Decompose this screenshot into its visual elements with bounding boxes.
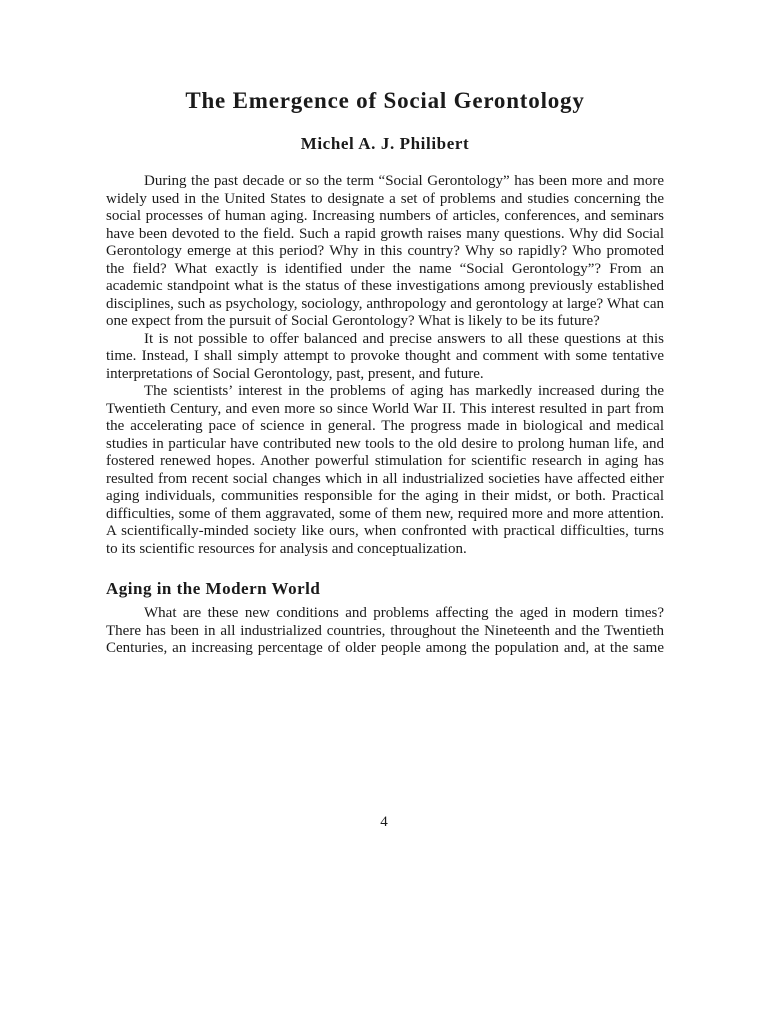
article-author: Michel A. J. Philibert <box>300 134 470 153</box>
article-title: The Emergence of Social Gerontology <box>185 88 585 113</box>
article-page <box>106 84 664 658</box>
article-body <box>106 173 664 658</box>
section-paragraph-1: What are these new conditions and problems affecting the aged in modern times? There has been in all industrialized countries, throughout the Nineteenth and the Twentieth Centuries, an increasing percentage of older people among the population and, at the same <box>106 605 664 656</box>
body-paragraph-1: During the past decade or so the term “Social Gerontology” has been more and more widely used in the United States to designate a set of problems and studies concerning the social processes of human aging. Increasing numbers of articles, conferences, and seminars have been devoted to the field. Such a rapid growth raises many questions. Why did Social Gerontology emerge at this period? Why in this country? Why so rapidly? Who promoted the field? What exactly is identified under the name “Social Gerontology”? From an academic standpoint what is the status of these investigations among previously established disciplines, such as psychology, sociology, anthropology and gerontology at large? What can one expect from the pursuit of Social Gerontology? What is likely to be its future? <box>106 173 664 329</box>
body-paragraph-3: The scientists’ interest in the problems of aging has markedly increased during the Twentieth Century, and even more so since World War II. This interest resulted in part from the accelerating pace of science in general. The progress made in biological and medical studies in particular have contributed new tools to the old desire to prolong human life, and fostered renewed hopes. Another powerful stimulation for scientific research in aging has resulted from recent social changes which in all industrialized societies have affected either aging individuals, communities responsible for the aging in their midst, or both. Practical difficulties, some of them aggravated, some of them new, required more and more attention. A scientifically-minded society like ours, when confronted with practical difficulties, turns to its scientific resources for analysis and conceptualization. <box>106 383 664 557</box>
section-heading: Aging in the Modern World <box>106 579 321 598</box>
body-paragraph-2: It is not possible to offer balanced and precise answers to all these questions at this time. Instead, I shall simply attempt to provoke thought and comment with some tentative interpretations of Social Gerontology, past, present, and future. <box>106 330 664 382</box>
page-number: 4 <box>380 814 388 830</box>
